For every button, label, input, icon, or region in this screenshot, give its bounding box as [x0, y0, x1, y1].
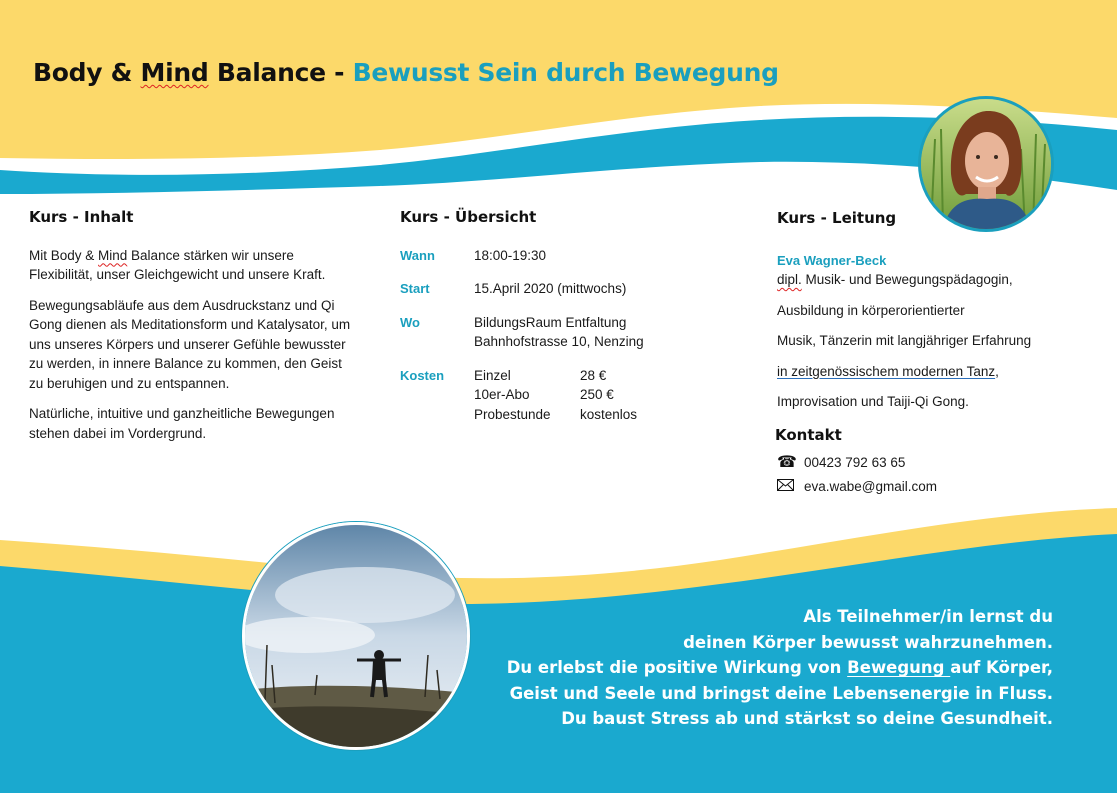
price-value: kostenlos: [580, 406, 638, 422]
course-content-paragraph-2: Bewegungsabläufe aus dem Ausdruckstanz und Qi Gong dienen als Meditationsform und Katalysator, um uns unseres Körpers und unserer Gefühle bewusster zu werden, in innere Balance zu kommen, den Geist zu beruhigen und zu entspannen.: [29, 297, 351, 391]
envelope-icon: [777, 477, 804, 497]
price-name: Probestunde: [474, 406, 551, 422]
overview-costs-row: [400, 366, 700, 425]
start-label: Start: [400, 281, 430, 296]
course-content-section: [29, 208, 359, 454]
footer-line-5: Du baust Stress ab und stärkst so deine Gesundheit.: [561, 709, 1053, 729]
footer-line-2: deinen Körper bewusst wahrzunehmen.: [683, 632, 1053, 652]
contact-email[interactable]: eva.wabe@gmail.com: [804, 478, 938, 494]
footer-line-3: Du erlebst die positive Wirkung von Bewegung auf Körper,: [506, 658, 1053, 678]
price-name: Einzel: [474, 367, 511, 383]
course-leader-section: [777, 209, 1077, 500]
leader-bio-line: in zeitgenössischem modernen Tanz,: [777, 363, 999, 379]
when-value: 18:00-19:30: [474, 247, 547, 263]
phone-icon: ☎: [777, 454, 797, 471]
title-subtitle: Bewusst Sein durch Bewegung: [352, 58, 779, 87]
price-value: 250 €: [580, 387, 614, 402]
price-name: 10er-Abo: [474, 387, 530, 402]
overview-when-row: [400, 246, 700, 266]
footer-line-4: Geist und Seele und bringst deine Lebensenergie in Fluss.: [509, 683, 1053, 703]
course-leader-heading: Kurs - Leitung: [777, 209, 897, 227]
price-value: 28 €: [580, 367, 607, 383]
where-label: Wo: [400, 314, 420, 330]
footer-message: [493, 604, 1053, 732]
contact-phone[interactable]: 00423 792 63 65: [804, 455, 906, 470]
leader-bio-line: Ausbildung in körperorientierter: [777, 302, 965, 318]
page-title: Body & Mind Balance - Bewusst Sein durch Bewegung: [33, 58, 779, 87]
course-content-paragraph-3: Natürliche, intuitive und ganzheitliche Bewegungen stehen dabei im Vordergrund.: [29, 406, 335, 441]
course-content-heading: Kurs - Inhalt: [29, 208, 134, 226]
landscape-person-photo: [242, 522, 470, 750]
leader-bio-line: dipl. Musik- und Bewegungspädagogin,: [777, 272, 1013, 287]
leader-bio-line: Improvisation und Taiji-Qi Gong.: [777, 394, 969, 409]
where-value: BildungsRaum Entfaltung Bahnhofstrasse 10, Nenzing: [474, 314, 644, 349]
footer-line-1: Als Teilnehmer/in lernst du: [803, 607, 1053, 626]
start-value: 15.April 2020 (mittwochs): [474, 281, 627, 296]
course-overview-heading: Kurs - Übersicht: [400, 208, 537, 226]
overview-start-row: [400, 279, 700, 299]
contact-phone-row: [777, 453, 1077, 473]
when-label: Wann: [400, 247, 435, 263]
course-content-paragraph-1: Mit Body & Mind Balance stärken wir unsere Flexibilität, unser Gleichgewicht und unsere Kraft.: [29, 247, 326, 282]
title-mind-word: Mind: [140, 58, 209, 87]
contact-heading: Kontakt: [775, 425, 842, 444]
contact-email-row: [777, 477, 1077, 497]
costs-label: Kosten: [400, 367, 445, 383]
leader-name: Eva Wagner-Beck: [777, 252, 887, 268]
course-overview-section: [400, 208, 700, 438]
overview-where-row: [400, 313, 700, 352]
leader-bio-line: Musik, Tänzerin mit langjähriger Erfahrung: [777, 333, 1032, 348]
price-list: [474, 366, 700, 425]
leader-portrait-photo: [918, 96, 1054, 232]
